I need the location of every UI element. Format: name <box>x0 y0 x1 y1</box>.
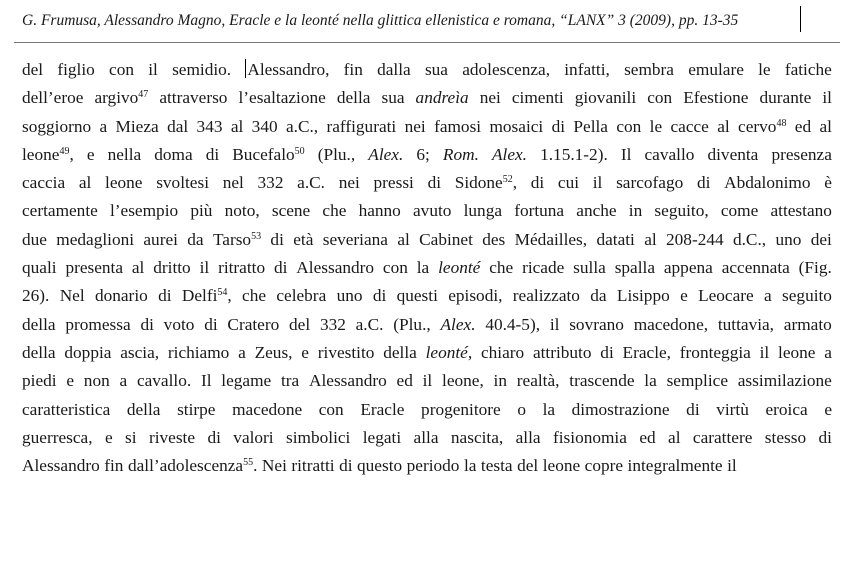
word: leonté <box>438 258 481 278</box>
word: di <box>140 314 154 334</box>
word: 1.15.1-2). <box>540 144 608 164</box>
text-line <box>22 311 832 339</box>
word: sua <box>424 60 448 79</box>
footnote-ref: 50 <box>294 145 305 157</box>
word: l’esempio <box>109 201 179 221</box>
word: al <box>644 229 657 249</box>
word: a.C. <box>297 173 325 193</box>
word: Delfi$^{54}$, <box>181 286 232 306</box>
word: Alex. <box>440 314 476 334</box>
word: del <box>22 60 44 79</box>
word: sembra <box>624 60 674 79</box>
word: celebra <box>276 286 327 306</box>
word: in <box>493 371 507 391</box>
word: che <box>242 286 267 306</box>
word: attributo <box>532 342 592 362</box>
word: al <box>131 258 145 278</box>
word: mosaici <box>489 116 544 136</box>
word: e <box>680 286 688 306</box>
word: cervo$^{48}$ <box>738 116 787 136</box>
word: da <box>590 286 607 306</box>
word: a.C. <box>355 314 384 334</box>
word: nei <box>479 88 501 108</box>
word: promessa <box>65 314 131 334</box>
word: ed <box>639 427 656 447</box>
word: della <box>22 314 56 334</box>
word: due <box>22 229 47 249</box>
word: sua <box>381 88 405 108</box>
word: di <box>204 314 218 334</box>
word: fatiche <box>784 60 832 79</box>
word: voto <box>163 314 195 334</box>
word: Il <box>200 371 212 391</box>
word: leone <box>105 173 143 193</box>
word: cui <box>557 173 580 193</box>
word: donario <box>94 286 148 306</box>
word: fin <box>343 60 363 79</box>
word: con <box>616 116 642 136</box>
text-line <box>22 169 832 197</box>
text-cursor <box>800 6 801 32</box>
word: Efestione <box>683 88 749 108</box>
word: andreìa <box>415 88 469 108</box>
word: Alessandro <box>309 371 387 391</box>
word: Nei <box>261 456 287 476</box>
word: a <box>119 371 128 391</box>
word: attraverso <box>159 88 228 108</box>
word: della <box>22 342 56 362</box>
word: diventa <box>707 144 759 164</box>
word: macedone <box>232 399 303 419</box>
word: presenta <box>65 258 124 278</box>
word: nel <box>222 173 244 193</box>
word: della <box>383 342 417 362</box>
word: Alessandro <box>22 456 100 476</box>
word: semplice <box>666 371 728 391</box>
word: pressi <box>373 173 414 193</box>
word: dimostrazione <box>571 399 670 419</box>
word: questo <box>357 456 403 476</box>
word: di <box>600 342 614 362</box>
word: le <box>649 116 663 136</box>
word: ricade <box>522 258 565 278</box>
word: con <box>647 88 673 108</box>
word: di <box>818 427 832 447</box>
word: realtà, <box>516 371 560 391</box>
word: eroica <box>765 399 808 419</box>
word: a <box>824 342 832 362</box>
word: e <box>824 399 832 419</box>
word: di <box>207 427 221 447</box>
word: alla <box>515 427 541 447</box>
word: adolescenza, <box>462 60 551 79</box>
word: dei <box>810 229 832 249</box>
word: simbolici <box>286 427 351 447</box>
word: leone <box>542 456 581 476</box>
word: uno <box>775 229 802 249</box>
word: emulare <box>688 60 744 79</box>
word: valori <box>233 427 274 447</box>
word: cacce <box>670 116 709 136</box>
word: chiaro <box>480 342 525 362</box>
word: medaglioni <box>56 229 135 249</box>
word: dall’adolescenza$^{55}$. <box>127 456 258 476</box>
word: al <box>78 173 92 193</box>
word: nei <box>338 173 360 193</box>
word: Médailles, <box>514 229 588 249</box>
word: caratteristica <box>22 399 111 419</box>
word: di <box>551 116 566 136</box>
word: al <box>668 427 681 447</box>
word: Eracle <box>360 399 405 419</box>
word: e <box>301 342 309 362</box>
word: leonté, <box>425 342 473 362</box>
word: 6; <box>416 144 430 164</box>
word: dritto <box>153 258 191 278</box>
word: ascia, <box>120 342 160 362</box>
word: di <box>205 144 220 164</box>
word: armato <box>783 314 832 334</box>
word: il <box>592 173 603 193</box>
word: dalla <box>377 60 411 79</box>
word: nei <box>404 116 426 136</box>
word: Alessandro, <box>247 60 330 79</box>
body-text <box>22 56 832 480</box>
word: argivo$^{47}$ <box>94 88 149 108</box>
word: attestano <box>770 201 832 221</box>
word: (Fig. <box>798 258 832 278</box>
header-citation: G. Frumusa, Alessandro Magno, Eracle e la leonté nella glittica ellenistica e romana, “LANX” 3 (2009), pp. 13-35 <box>22 12 739 29</box>
word: fronteggia <box>679 342 751 362</box>
word: sarcofago <box>616 173 684 193</box>
word: nella <box>107 144 142 164</box>
word: quali <box>22 258 57 278</box>
footnote-ref: 53 <box>251 230 262 242</box>
word: macedone, <box>633 314 709 334</box>
text-line <box>22 226 832 254</box>
word: (Plu., <box>393 314 431 334</box>
text-line <box>22 113 832 141</box>
word: le <box>758 60 771 79</box>
word: come <box>720 201 759 221</box>
word: assimilazione <box>737 371 832 391</box>
text-line <box>22 396 832 424</box>
word: Alessandro <box>296 258 375 278</box>
word: soggiorno <box>22 116 92 136</box>
word: ed <box>396 371 413 391</box>
word: il <box>822 88 832 108</box>
word: figlio <box>57 60 95 79</box>
word: di <box>372 286 387 306</box>
word: testa <box>480 456 513 476</box>
word: di <box>427 173 442 193</box>
word: al <box>819 116 832 136</box>
word: severiana <box>322 229 388 249</box>
running-header <box>22 8 812 34</box>
word: o <box>517 399 526 419</box>
word: 332 <box>257 173 284 193</box>
word: si <box>125 427 137 447</box>
word: a <box>764 286 772 306</box>
word: il <box>199 258 210 278</box>
text-line <box>22 254 832 282</box>
word: l’esaltazione <box>238 88 326 108</box>
word: copre <box>584 456 624 476</box>
word: Tarso$^{53}$ <box>212 229 262 249</box>
text-line <box>22 56 832 84</box>
word: seguito <box>782 286 832 306</box>
word: al <box>397 229 410 249</box>
word: des <box>482 229 506 249</box>
word: legame <box>221 371 272 391</box>
word: giovanili <box>574 88 637 108</box>
word: ed <box>794 116 812 136</box>
word: con <box>109 60 134 79</box>
word: stesso <box>764 427 807 447</box>
word: Cabinet <box>419 229 473 249</box>
word: da <box>187 229 204 249</box>
word: la <box>416 258 430 278</box>
word: fisionomia <box>552 427 627 447</box>
word: Leocare <box>698 286 754 306</box>
word: il <box>549 314 560 334</box>
word: Alex. <box>491 144 528 164</box>
word: la <box>463 456 477 476</box>
word: della <box>126 399 161 419</box>
word: semidio. <box>172 60 232 79</box>
footnote-ref: 47 <box>138 89 149 101</box>
word: doppia <box>64 342 112 362</box>
word: di <box>270 229 284 249</box>
word: sulla <box>573 258 606 278</box>
word: Pella <box>573 116 608 136</box>
word: cimenti <box>511 88 564 108</box>
word: 332 <box>319 314 346 334</box>
word: spalla <box>614 258 655 278</box>
word: Mieza <box>115 116 159 136</box>
word: richiamo <box>167 342 230 362</box>
word: noto, <box>224 201 260 221</box>
word: sovrano <box>569 314 624 334</box>
text-line <box>22 424 832 452</box>
word: di <box>686 399 700 419</box>
footnote-ref: 52 <box>502 174 513 186</box>
footnote-ref: 48 <box>776 117 787 129</box>
word: leone, <box>442 371 484 391</box>
word: raffigurati <box>326 116 397 136</box>
word: di <box>273 258 288 278</box>
word: avuto <box>413 201 452 221</box>
word: 343 <box>196 116 223 136</box>
word: datati <box>596 229 635 249</box>
word: non <box>83 371 110 391</box>
word: doma <box>154 144 193 164</box>
word: appena <box>663 258 713 278</box>
footnote-ref: 49 <box>59 145 70 157</box>
word: che <box>489 258 514 278</box>
word: Lisippo <box>616 286 670 306</box>
word: famosi <box>434 116 482 136</box>
footnote-ref: 55 <box>243 457 254 469</box>
word: ritratto <box>218 258 266 278</box>
word: Bucefalo$^{50}$ <box>232 144 305 164</box>
word: leone <box>778 342 816 362</box>
word: del <box>517 456 539 476</box>
word: del <box>289 314 311 334</box>
word: leone$^{49}$, <box>22 144 74 164</box>
word: a <box>238 342 246 362</box>
word: (Plu., <box>317 144 356 164</box>
text-cursor <box>245 59 246 78</box>
word: dal <box>167 116 189 136</box>
word: alla <box>413 427 439 447</box>
word: accennata <box>721 258 790 278</box>
word: riveste <box>148 427 196 447</box>
word: nascita, <box>450 427 504 447</box>
word: dell’eroe <box>22 88 84 108</box>
word: guerresca, <box>22 427 93 447</box>
word: stirpe <box>177 399 216 419</box>
word: con <box>318 399 344 419</box>
word: uno <box>336 286 363 306</box>
word: infatti, <box>564 60 610 79</box>
word: d.C., <box>732 229 767 249</box>
word: a <box>99 116 108 136</box>
word: piedi <box>22 371 57 391</box>
word: trascende <box>569 371 635 391</box>
text-line <box>22 141 832 169</box>
word: 40.4-5), <box>485 314 541 334</box>
word: progenitore <box>421 399 501 419</box>
word: cavallo <box>644 144 695 164</box>
word: il <box>148 60 158 79</box>
word: lunga <box>463 201 503 221</box>
word: più <box>190 201 213 221</box>
text-line <box>22 282 832 310</box>
word: età <box>293 229 314 249</box>
word: ritratti <box>291 456 335 476</box>
word: cavallo. <box>136 371 192 391</box>
word: Eracle, <box>622 342 671 362</box>
word: tuttavia, <box>717 314 775 334</box>
word: 340 <box>251 116 278 136</box>
word: e <box>66 371 75 391</box>
word: di <box>158 286 172 306</box>
text-line <box>22 197 832 225</box>
word: tra <box>280 371 300 391</box>
word: durante <box>759 88 812 108</box>
word: periodo <box>406 456 460 476</box>
word: il <box>727 456 737 476</box>
word: hanno <box>358 201 401 221</box>
header-rule <box>14 42 840 43</box>
text-line <box>22 367 832 395</box>
word: la <box>644 371 657 391</box>
word: al <box>230 116 244 136</box>
word: integralmente <box>627 456 723 476</box>
word: 26). <box>22 286 50 306</box>
text-line <box>22 339 832 367</box>
word: il <box>759 342 770 362</box>
word: episodi, <box>448 286 503 306</box>
word: e <box>104 427 113 447</box>
word: di <box>339 456 353 476</box>
word: aurei <box>143 229 178 249</box>
word: realizzato <box>512 286 580 306</box>
word: questi <box>396 286 438 306</box>
word: al <box>717 116 730 136</box>
word: anche <box>576 201 617 221</box>
word: di <box>530 173 545 193</box>
word: Abdalonimo <box>724 173 811 193</box>
word: il <box>422 371 433 391</box>
word: rivestito <box>317 342 375 362</box>
word: carattere <box>692 427 753 447</box>
word: caccia <box>22 173 66 193</box>
word: Alex. <box>368 144 404 164</box>
word: la <box>542 399 556 419</box>
word: con <box>382 258 408 278</box>
word: legati <box>362 427 402 447</box>
word: Il <box>620 144 632 164</box>
word: Rom. <box>442 144 479 164</box>
word: a.C., <box>285 116 319 136</box>
footnote-ref: 54 <box>217 287 228 299</box>
word: di <box>696 173 711 193</box>
word: che <box>322 201 347 221</box>
word: Zeus, <box>254 342 293 362</box>
word: della <box>336 88 371 108</box>
word: virtù <box>716 399 749 419</box>
word: in <box>628 201 643 221</box>
word: Nel <box>59 286 85 306</box>
word: 208-244 <box>666 229 724 249</box>
word: presenza <box>771 144 832 164</box>
word: scene <box>271 201 311 221</box>
word: e <box>86 144 95 164</box>
word: seguito, <box>654 201 709 221</box>
text-line <box>22 84 832 112</box>
word: fortuna <box>514 201 565 221</box>
text-line <box>22 452 832 480</box>
word: svoltesi <box>156 173 209 193</box>
word: Sidone$^{52}$, <box>454 173 518 193</box>
word: Cratero <box>227 314 280 334</box>
word: certamente <box>22 201 98 221</box>
word: fin <box>104 456 124 476</box>
word: è <box>824 173 832 193</box>
